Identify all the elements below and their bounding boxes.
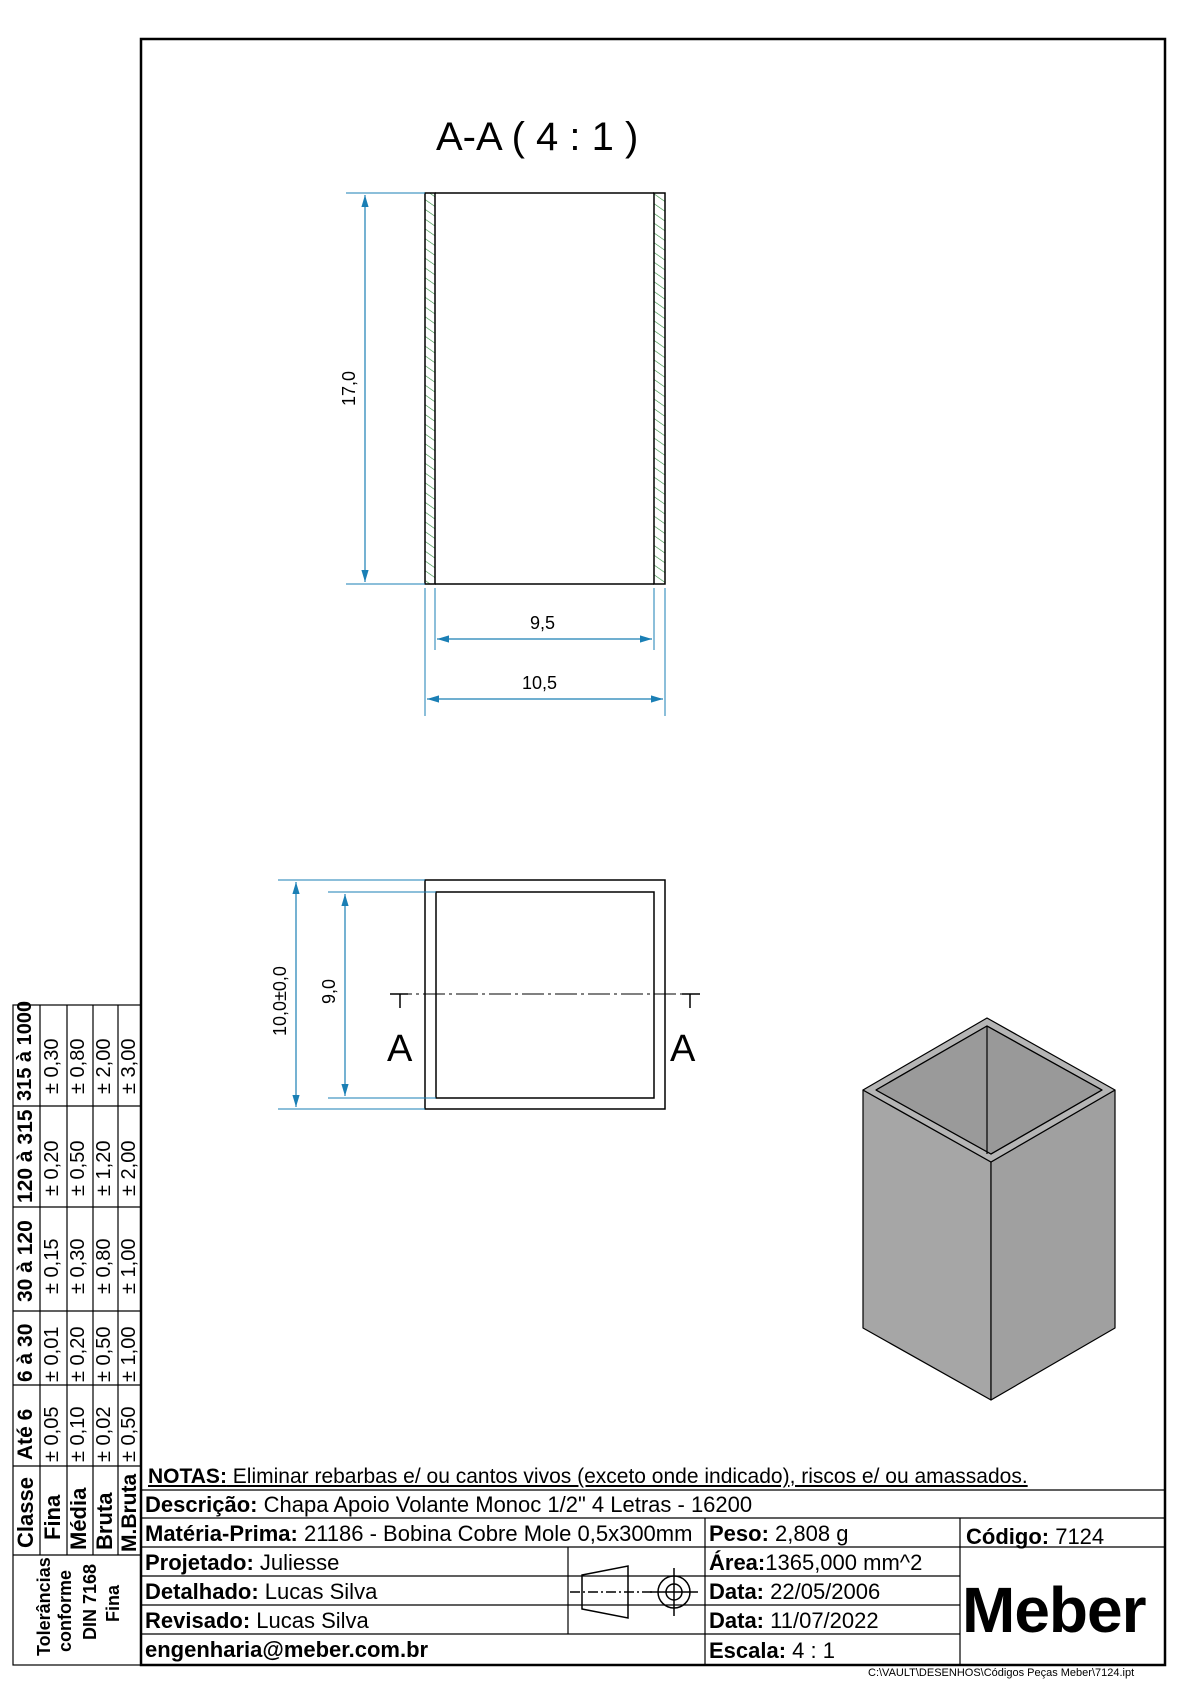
dim-inner-width-label: 9,5 <box>530 613 556 633</box>
dim-height-label: 17,0 <box>339 370 359 406</box>
tol-value: ± 0,80 <box>67 1038 89 1094</box>
projetado-value: Juliesse <box>253 1550 340 1575</box>
dim-outer-label: 10,0±0,0 <box>270 966 290 1036</box>
tolerance-caption-1: Tolerâncias <box>34 1557 54 1656</box>
tol-range-label: 120 à 315 <box>14 1109 37 1203</box>
revisado-label: Revisado: <box>145 1608 251 1633</box>
dim-outer-width-label: 10,5 <box>522 673 558 693</box>
escala-label: Escala: <box>709 1638 787 1663</box>
top-view-inner <box>436 892 654 1098</box>
tolerance-caption-3: DIN 7168 <box>80 1563 100 1640</box>
tol-value: ± 1,00 <box>118 1238 140 1294</box>
tol-value: ± 0,02 <box>93 1406 115 1462</box>
tol-value: ± 2,00 <box>93 1038 115 1094</box>
tol-value: ± 0,20 <box>67 1326 89 1382</box>
tol-range-label: 6 à 30 <box>14 1323 37 1382</box>
area-value: 1365,000 mm^2 <box>765 1550 923 1575</box>
title-block-grid <box>141 1490 1165 1665</box>
meber-logo: Meber <box>962 1574 1146 1646</box>
materia-value: 21186 - Bobina Cobre Mole 0,5x300mm <box>297 1521 693 1546</box>
tol-range-label: 30 à 120 <box>14 1220 37 1302</box>
codigo-label: Código: <box>966 1524 1050 1549</box>
isometric-view <box>863 1018 1115 1400</box>
tol-header-classe: Classe <box>13 1477 38 1548</box>
detalhado-value: Lucas Silva <box>258 1579 378 1604</box>
peso-label: Peso: <box>709 1521 769 1546</box>
descricao-value: Chapa Apoio Volante Monoc 1/2" 4 Letras - 16200 <box>257 1492 753 1517</box>
tol-value: ± 0,01 <box>41 1326 63 1382</box>
projection-symbol-icon <box>570 1566 698 1618</box>
tol-class-media: Média <box>66 1487 91 1550</box>
tol-value: ± 0,20 <box>41 1140 63 1196</box>
section-title: A-A ( 4 : 1 ) <box>436 115 639 159</box>
descricao-label: Descrição: <box>145 1492 258 1517</box>
tol-value: ± 1,20 <box>93 1140 115 1196</box>
section-view <box>346 193 665 716</box>
data-revised-value: 11/07/2022 <box>764 1608 879 1633</box>
projetado-label: Projetado: <box>145 1550 254 1575</box>
tol-value: ± 0,30 <box>41 1038 63 1094</box>
data-revised-label: Data: <box>709 1608 765 1633</box>
section-outer-left-wall <box>425 193 435 584</box>
data-created-label: Data: <box>709 1579 765 1604</box>
section-outer-right-wall <box>654 193 665 584</box>
tol-value: ± 0,10 <box>67 1406 89 1462</box>
area-label: Área: <box>709 1550 766 1575</box>
tol-value: ± 0,30 <box>67 1238 89 1294</box>
codigo-value: 7124 <box>1049 1524 1105 1549</box>
peso-value: 2,808 g <box>768 1521 849 1546</box>
revisado-value: Lucas Silva <box>250 1608 369 1633</box>
tol-value: ± 0,50 <box>118 1406 140 1462</box>
tolerance-table <box>13 1005 141 1665</box>
tol-value: ± 2,00 <box>118 1140 140 1196</box>
tol-value: ± 0,50 <box>67 1140 89 1196</box>
materia-label: Matéria-Prima: <box>145 1521 298 1546</box>
escala-value: 4 : 1 <box>786 1638 835 1663</box>
email-link[interactable]: engenharia@meber.com.br <box>145 1637 429 1662</box>
tol-value: ± 0,15 <box>41 1238 63 1294</box>
data-created-value: 22/05/2006 <box>764 1579 881 1604</box>
sheet-border <box>141 39 1165 1665</box>
cut-label-right: A <box>670 1028 696 1070</box>
tol-class-mbruta: M.Bruta <box>118 1473 141 1552</box>
notes-text: Eliminar rebarbas e/ ou cantos vivos (exceto onde indicado), riscos e/ ou amassados. <box>226 1465 1028 1488</box>
tol-class-bruta: Bruta <box>92 1492 117 1550</box>
detalhado-label: Detalhado: <box>145 1579 259 1604</box>
tol-range-label: 315 à 1000 <box>14 1000 36 1101</box>
cut-label-left: A <box>387 1028 413 1070</box>
tol-value: ± 1,00 <box>118 1326 140 1382</box>
tol-value: ± 3,00 <box>118 1038 140 1094</box>
tolerance-caption-4: Fina <box>103 1584 123 1622</box>
tol-value: ± 0,50 <box>93 1326 115 1382</box>
tol-range-label: Até 6 <box>14 1408 37 1460</box>
tolerance-caption-2: conforme <box>55 1569 75 1652</box>
dim-inner-label: 9,0 <box>319 978 339 1004</box>
tol-value: ± 0,80 <box>93 1238 115 1294</box>
tol-value: ± 0,05 <box>41 1406 63 1462</box>
top-view <box>278 880 700 1109</box>
notes-label: NOTAS: <box>148 1465 227 1488</box>
tol-class-fina: Fina <box>40 1494 65 1540</box>
file-path: C:\VAULT\DESENHOS\Códigos Peças Meber\7124.ipt <box>868 1667 1135 1679</box>
